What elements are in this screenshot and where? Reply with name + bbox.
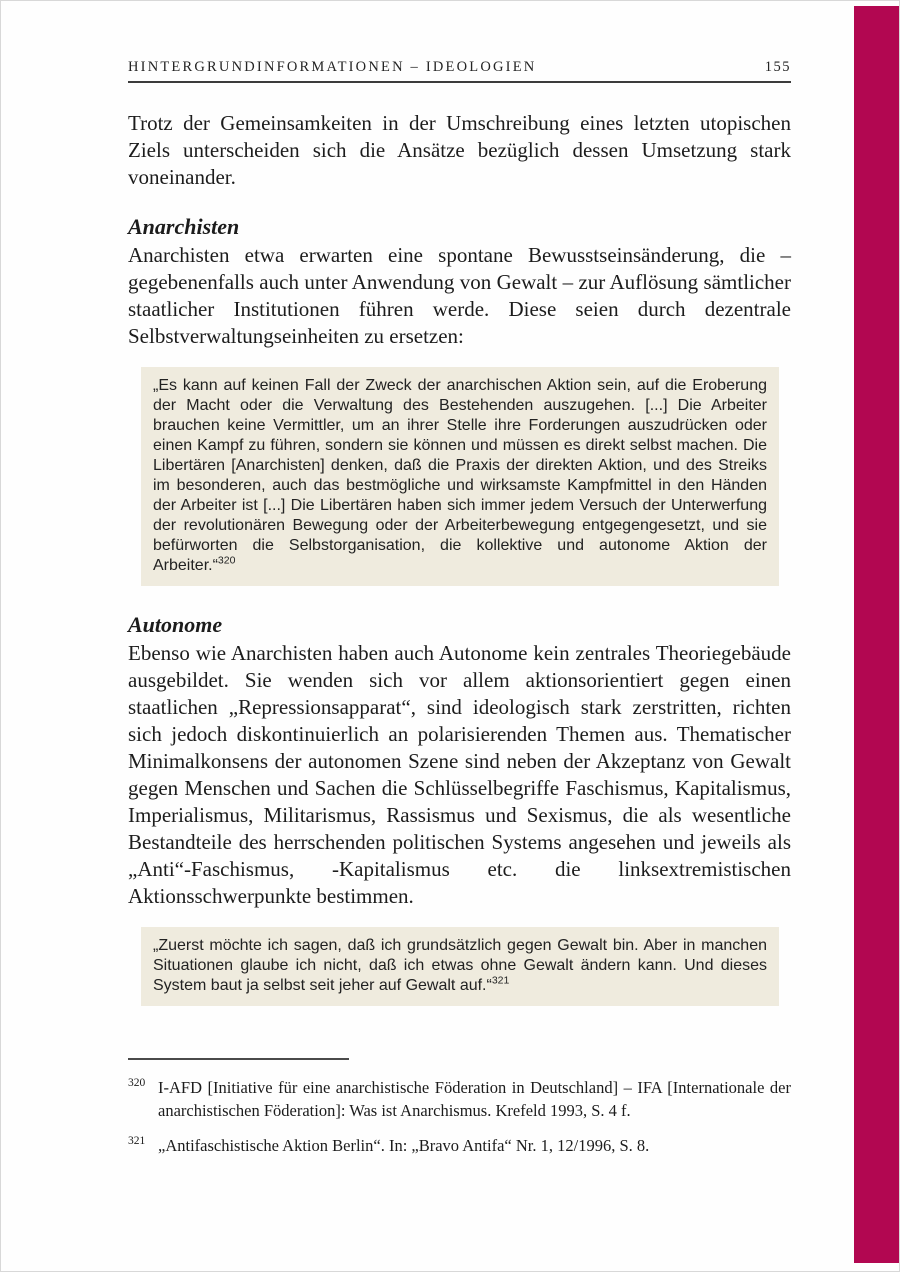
section-heading-anarchisten: Anarchisten xyxy=(128,214,240,239)
footnote-320-text: I-AFD [Initiative für eine anarchistische Föderation in Deutschland] – IFA [Internationale der anarchistischen Föderation]: Was ist Anarchismus. Krefeld 1993, S. 4 f. xyxy=(158,1078,791,1120)
footnote-321-text: „Antifaschistische Aktion Berlin“. In: „Bravo Antifa“ Nr. 1, 12/1996, S. 8. xyxy=(158,1136,650,1155)
anarchisten-paragraph: Anarchisten etwa erwarten eine spontane Bewusstseinsänderung, die – gegebenenfalls auch unter Anwendung von Gewalt – zur Auflösung sämtlicher staatlicher Institutionen führen werde. Diese seien durch dezentrale Selbstverwaltungseinheiten zu ersetzen: xyxy=(128,243,791,348)
quote-text-anarchisten: „Es kann auf keinen Fall der Zweck der anarchischen Aktion sein, auf die Eroberung der Macht oder die Verwaltung des Bestehenden auszugehen. [...] Die Arbeiter brauchen keine Vermittler, um an ihrer Stelle ihre Forderungen auszudrücken oder einen Kampf zu führen, sondern sie können und müssen es direkt selbst machen. Die Libertären [Anarchisten] denken, daß die Praxis der direkten Aktion, und des Streiks im besonderen, auch das bestmögliche und wirksamste Kampfmittel in den Händen der Arbeiter ist [...] Die Libertären haben sich immer jedem Versuch der Unterwerfung der revolutionären Bewegung oder der Arbeiterbewegung entgegengesetzt, und sie befürworten die Selbstorganisation, die kollektive und autonome Aktion der Arbeiter.“ xyxy=(153,377,767,574)
section-heading-autonome: Autonome xyxy=(128,612,223,637)
running-header-title: HINTERGRUNDINFORMATIONEN – IDEOLOGIEN xyxy=(128,59,537,75)
footnote-ref-321: 321 xyxy=(491,974,510,987)
quote-text-autonome: „Zuerst möchte ich sagen, daß ich grundsätzlich gegen Gewalt bin. Aber in manchen Situationen glaube ich nicht, daß ich etwas ohne Gewalt ändern kann. Und dieses System baut ja selbst seit jeher auf Gewalt auf.“ xyxy=(153,937,767,994)
quote-box-autonome xyxy=(141,927,779,1006)
page-content xyxy=(128,59,791,1157)
intro-paragraph: Trotz der Gemeinsamkeiten in der Umschreibung eines letzten utopischen Ziels unterscheiden sich die Ansätze bezüglich dessen Umsetzung stark voneinander. xyxy=(128,111,791,189)
footnote-321 xyxy=(128,1134,791,1157)
footnote-separator xyxy=(128,1058,349,1060)
footnote-321-number: 321 xyxy=(128,1135,146,1147)
autonome-paragraph: Ebenso wie Anarchisten haben auch Autonome kein zentrales Theoriegebäude ausgebildet. Sie wenden sich vor allem aktionsorientiert gegen einen staatlichen „Repressionsapparat“, sind ideologisch stark zerstritten, richten sich jedoch diskontinuierlich an polarisierenden Themen aus. Thematischer Minimalkonsens der autonomen Szene sind neben der Akzeptanz von Gewalt gegen Menschen und Sachen die Schlüsselbegriffe Faschismus, Kapitalismus, Imperialismus, Militarismus, Rassismus und Sexismus, die als wesentliche Bestandteile des herrschenden politischen Systems angesehen und jeweils als „Anti“-Faschismus, -Kapitalismus etc. die linksextremistischen Aktionsschwerpunkte bestimmen. xyxy=(128,641,791,908)
page-edge-accent-bar xyxy=(854,6,899,1263)
running-header xyxy=(128,59,791,83)
footnote-ref-320: 320 xyxy=(217,554,236,567)
quote-box-anarchisten xyxy=(141,367,779,586)
footnote-320-number: 320 xyxy=(128,1077,146,1089)
page-number: 155 xyxy=(764,59,791,75)
footnote-320 xyxy=(128,1076,791,1122)
footnote-area xyxy=(128,1058,791,1157)
